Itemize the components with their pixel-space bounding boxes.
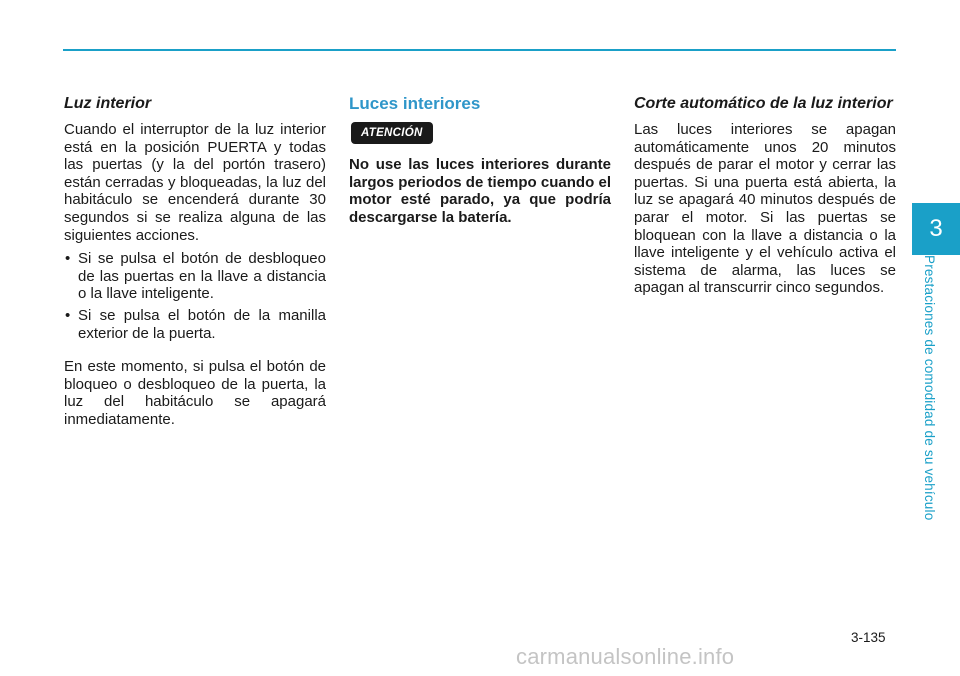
heading-luces-interiores: Luces interiores [349,94,481,113]
paragraph-corte: Las luces interiores se apagan automáticamente unos 20 minutos después de parar el motor y cerrar las puertas. Si una puerta está abierta, la luz se apagará 40 minutos después de parar el motor. Si las puertas se bloquean con la llave a distancia o la llave inteligente y el vehículo activa el sistema de alarma, las luces se apagan al transcurrir cinco segundos. [634,121,896,297]
bullet-list [64,250,326,342]
chapter-side-title [917,255,945,545]
column-luz-interior [64,94,326,429]
column-corte-automatico [634,94,896,297]
attention-badge: ATENCIÓN [351,122,433,144]
paragraph-outro: En este momento, si pulsa el botón de bloqueo o desbloqueo de la puerta, la luz del habitáculo se apagará inmediatamente. [64,358,326,428]
warning-text: No use las luces interiores durante largos periodos de tiempo cuando el motor esté parado, ya que podría descargarse la batería. [349,156,611,226]
list-item: • Si se pulsa el botón de la manilla exterior de la puerta. [65,306,326,342]
watermark: carmanualsonline.info [516,644,735,669]
column-luces-interiores [349,94,611,226]
list-item-text: Si se pulsa el botón de desbloqueo de las puertas en la llave a distancia o la llave inteligente. [78,250,326,303]
list-item-text: Si se pulsa el botón de la manilla exterior de la puerta. [78,306,326,342]
chapter-number-tab [912,203,960,255]
heading-corte-automatico: Corte automático de la luz interior [634,95,893,112]
heading-luz-interior: Luz interior [64,95,152,112]
top-rule [63,49,896,51]
page-number: 3-135 [851,630,886,645]
paragraph-intro: Cuando el interruptor de la luz interior está en la posición PUERTA y todas las puertas (y la del portón trasero) están cerradas y bloqueadas, la luz del habitáculo se encenderá durante 30 segundos si se realiza alguna de las siguientes acciones. [64,121,326,244]
list-item: • Si se pulsa el botón de desbloqueo de las puertas en la llave a distancia o la llave inteligente. [65,250,326,303]
chapter-number: 3 [929,215,943,242]
chapter-title: Prestaciones de comodidad de su vehículo [922,255,937,521]
